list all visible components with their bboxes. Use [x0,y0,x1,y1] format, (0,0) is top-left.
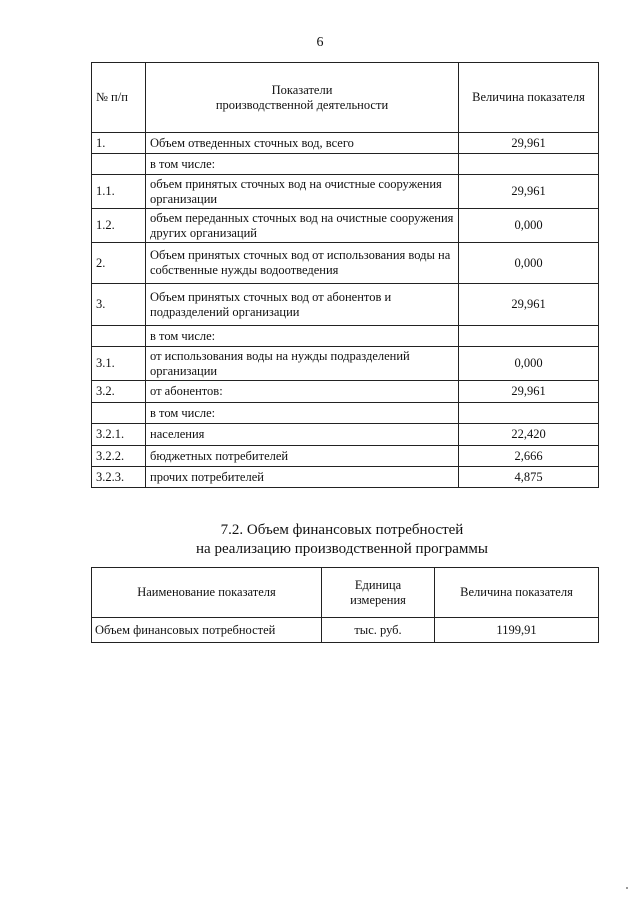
table-row [92,243,599,284]
section-title [0,521,640,559]
row-indicator: объем переданных сточных вод на очистные сооружения других организаций [146,209,459,243]
row-value: 2,666 [459,446,599,467]
table-row [92,284,599,326]
header-unit-line2: измерения [350,592,406,607]
table-row [92,154,599,175]
row-num: 1. [92,133,146,154]
table-row [92,133,599,154]
table-row [92,381,599,403]
row-value: 29,961 [459,175,599,209]
row-indicator: от использования воды на нужды подразделений организации [146,347,459,381]
row-value: 29,961 [459,284,599,326]
row-num: 3.2.2. [92,446,146,467]
row-value: 1199,91 [435,618,599,643]
table-row [92,175,599,209]
table-row [92,618,599,643]
row-num: 3. [92,284,146,326]
row-indicator: в том числе: [146,154,459,175]
table-row [92,347,599,381]
row-num: 3.1. [92,347,146,381]
table-row [92,209,599,243]
row-value: 29,961 [459,133,599,154]
row-indicator: Объем отведенных сточных вод, всего [146,133,459,154]
table-row [92,326,599,347]
row-value: 0,000 [459,243,599,284]
header-num: № п/п [92,63,146,133]
row-indicator: в том числе: [146,403,459,424]
header-indicator [146,63,459,133]
header-indicator-line1: Показатели [271,82,333,97]
header-unit [322,568,435,618]
row-value [459,154,599,175]
row-num [92,326,146,347]
row-indicator: Объем принятых сточных вод от использования воды на собственные нужды водоотведения [146,243,459,284]
header-name: Наименование показателя [92,568,322,618]
row-num: 3.2.3. [92,467,146,488]
financial-needs-table [91,567,599,643]
row-value: 0,000 [459,209,599,243]
row-value: 0,000 [459,347,599,381]
row-value [459,326,599,347]
table-header-row [92,568,599,618]
row-num: 1.2. [92,209,146,243]
row-value: 29,961 [459,381,599,403]
row-indicator: населения [146,424,459,446]
header-unit-line1: Единица [354,577,402,592]
row-value: 22,420 [459,424,599,446]
row-indicator: от абонентов: [146,381,459,403]
row-indicator: бюджетных потребителей [146,446,459,467]
row-num [92,154,146,175]
header-indicator-line2: производственной деятельности [215,97,389,112]
section-title-line2: на реализацию производственной программы [196,541,488,557]
table-row [92,424,599,446]
row-num: 3.2.1. [92,424,146,446]
page-number: 6 [316,35,324,50]
row-indicator: Объем принятых сточных вод от абонентов и подразделений организации [146,284,459,326]
table-row [92,467,599,488]
row-unit: тыс. руб. [322,618,435,643]
row-num: 2. [92,243,146,284]
section-title-line1: 7.2. Объем финансовых потребностей [220,522,464,538]
row-name: Объем финансовых потребностей [92,618,322,643]
row-value: 4,875 [459,467,599,488]
row-value [459,403,599,424]
header-value: Величина показателя [435,568,599,618]
header-value: Величина показателя [459,63,599,133]
scan-speck [626,887,628,889]
row-indicator: прочих потребителей [146,467,459,488]
row-num: 3.2. [92,381,146,403]
row-indicator: объем принятых сточных вод на очистные сооружения организации [146,175,459,209]
row-indicator: в том числе: [146,326,459,347]
table-row [92,446,599,467]
production-indicators-table [91,62,599,488]
row-num [92,403,146,424]
table-header-row [92,63,599,133]
table-row [92,403,599,424]
row-num: 1.1. [92,175,146,209]
